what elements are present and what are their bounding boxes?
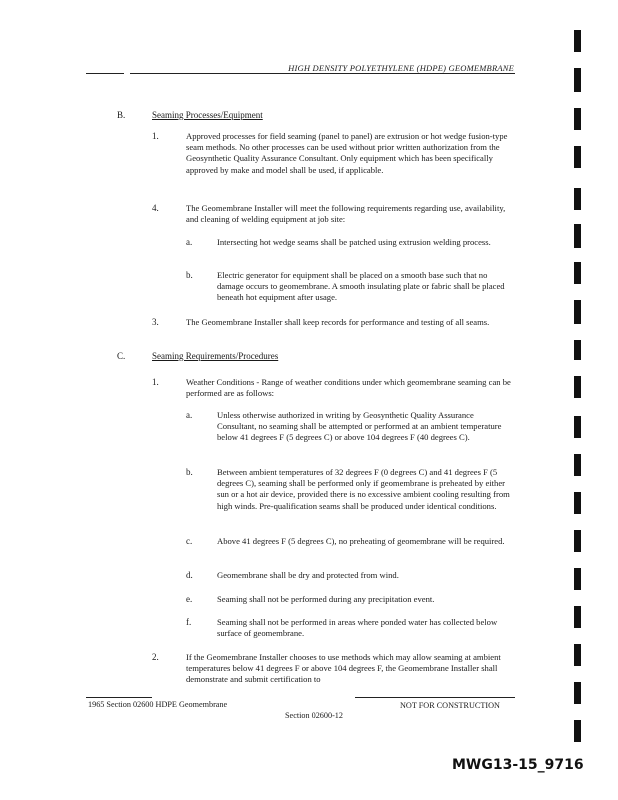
sub-item-text: Intersecting hot wedge seams shall be patched using extrusion welding process. (217, 237, 491, 247)
footer-rule-left (86, 697, 152, 698)
sub-item-letter: e. (186, 594, 193, 604)
section-letter: B. (117, 110, 126, 120)
bates-stamp: MWG13-15_9716 (452, 757, 584, 773)
sub-item-letter: c. (186, 536, 193, 546)
sub-item-text: Seaming shall not be performed during any precipitation event. (217, 594, 435, 604)
sub-item-text: Seaming shall not be performed in areas where ponded water has collected below surface of geomembrane. (217, 617, 498, 639)
item-text: The Geomembrane Installer will meet the following requirements regarding use, availability, and cleaning of welding equipment at job site: (186, 203, 506, 225)
sub-item-text: Above 41 degrees F (5 degrees C), no preheating of geomembrane will be required. (217, 536, 505, 546)
sub-item-text: Geomembrane shall be dry and protected from wind. (217, 570, 399, 580)
header-title: HIGH DENSITY POLYETHYLENE (HDPE) GEOMEMBRANE (288, 63, 514, 73)
header-rule (130, 73, 515, 74)
footer-rule-right (355, 697, 515, 698)
footer-right: NOT FOR CONSTRUCTION (400, 701, 500, 710)
item-text: Approved processes for field seaming (panel to panel) are extrusion or hot wedge fusion-type seam methods. No other processes can be used without prior written authorization from the Geosynthetic Quality Assurance Consultant. Only equipment which has been specifically approved by make and model shall be used, if applicable. (186, 131, 508, 175)
sub-item-text: Between ambient temperatures of 32 degrees F (0 degrees C) and 41 degrees F (5 degrees C), seaming shall be performed only if geomembrane is preheated by either sun or a hot air device, provided there is no excessive ambient cooling resulting from high winds. Pre-qualification seams shall be produced under identical conditions. (217, 467, 510, 511)
header-rule-left (86, 73, 124, 74)
item-number: 1. (152, 377, 159, 387)
section-title: Seaming Processes/Equipment (152, 110, 263, 120)
footer-page-number: Section 02600-12 (285, 711, 343, 720)
sub-item-letter: d. (186, 570, 193, 580)
sub-item-text: Unless otherwise authorized in writing by Geosynthetic Quality Assurance Consultant, no seaming shall be attempted or performed at an ambient temperature below 41 degrees F (5 degrees C) or above 104 degrees F (40 degrees C). (217, 410, 502, 443)
sub-item-letter: b. (186, 270, 193, 280)
item-number: 4. (152, 203, 159, 213)
item-text: Weather Conditions - Range of weather conditions under which geomembrane seaming can be performed are as follows: (186, 377, 511, 399)
section-title: Seaming Requirements/Procedures (152, 351, 279, 361)
item-number: 2. (152, 652, 159, 662)
sub-item-letter: f. (186, 617, 192, 627)
sub-item-letter: b. (186, 467, 193, 477)
sub-item-text: Electric generator for equipment shall be placed on a smooth base such that no damage occurs to geomembrane. A smooth insulating plate or fabric shall be placed beneath hot equipment after usage. (217, 270, 505, 303)
footer-left: 1965 Section 02600 HDPE Geomembrane (88, 700, 228, 709)
item-number: 3. (152, 317, 159, 327)
sub-item-letter: a. (186, 410, 193, 420)
item-text: If the Geomembrane Installer chooses to use methods which may allow seaming at ambient temperatures below 41 degrees F or above 104 degrees F, the Geomembrane Installer shall demonstrate and submit certification to (186, 652, 501, 685)
section-letter: C. (117, 351, 126, 361)
item-text: The Geomembrane Installer shall keep records for performance and testing of all seams. (186, 317, 490, 327)
item-number: 1. (152, 131, 159, 141)
sub-item-letter: a. (186, 237, 193, 247)
